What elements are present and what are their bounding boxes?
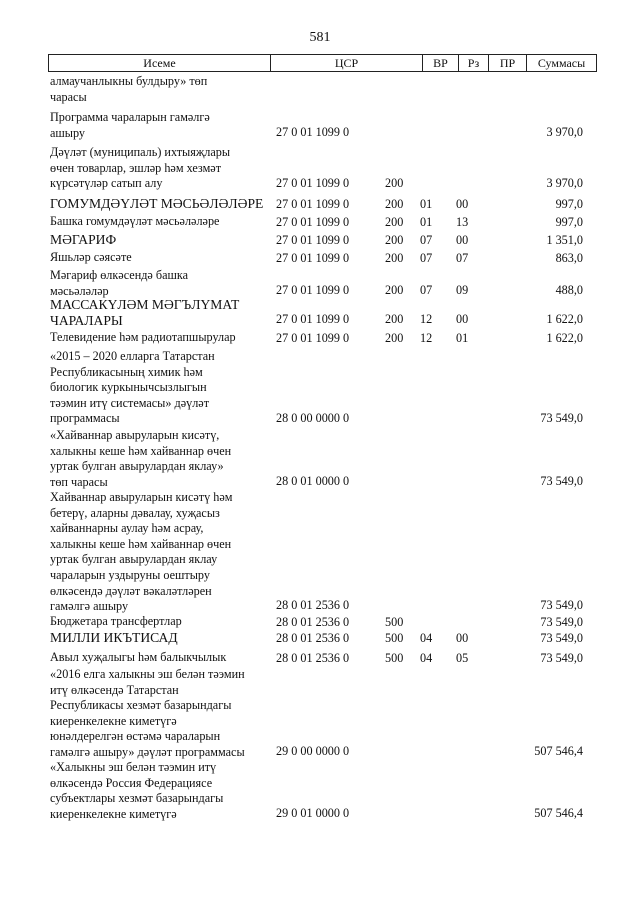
table-row [50,760,595,822]
row-csr: 28 0 00 0000 0 [276,411,350,426]
table-row [50,110,595,141]
header-csr: ЦСР [271,55,423,71]
row-pr: 05 [456,651,469,666]
row-rz: 12 [420,312,433,327]
row-sum: 507 546,4 [534,806,583,821]
row-sum: 73 549,0 [540,631,583,646]
row-sum: 1 351,0 [546,233,583,248]
row-sum: 73 549,0 [540,474,583,489]
table-row [50,650,595,667]
row-name: «2015 – 2020 елларга Татарстан Республикасының химик һәм биологик куркынычсызлыгын тәэмин итү системасы» дәүләт программасы [50,349,215,426]
header-name: Исеме [49,55,271,71]
table-row [50,145,595,192]
row-csr: 27 0 01 1099 0 [276,125,350,140]
table-row [50,74,595,105]
table-row [50,196,595,213]
row-sum: 507 546,4 [534,744,583,759]
row-csr: 27 0 01 1099 0 [276,251,350,266]
row-name: Программа чараларын гамәлгә ашыру [50,110,210,140]
row-sum: 997,0 [555,197,583,212]
row-rz: 01 [420,197,433,212]
row-rz: 07 [420,251,433,266]
header-pr: ПР [489,55,527,71]
row-pr: 09 [456,283,469,298]
row-vr: 500 [385,615,404,630]
row-name: МӘГАРИФ [50,232,117,247]
row-name: Башка гомумдәүләт мәсьәләләре [50,214,220,228]
row-pr: 13 [456,215,469,230]
row-csr: 27 0 01 1099 0 [276,233,350,248]
row-pr: 00 [456,312,469,327]
row-csr: 27 0 01 1099 0 [276,197,350,212]
row-vr: 500 [385,651,404,666]
row-rz: 04 [420,631,433,646]
table-header [48,54,597,72]
row-csr: 27 0 01 1099 0 [276,283,350,298]
row-name: Мәгариф өлкәсендә башка мәсьәләләр [50,268,189,298]
row-sum: 73 549,0 [540,651,583,666]
row-name: алмаучанлыкны булдыру» төп чарасы [50,74,208,104]
table-row [50,490,595,614]
row-csr: 29 0 01 0000 0 [276,806,350,821]
row-name: ГОМУМДӘҮЛӘТ МӘСЬӘЛӘЛӘРЕ [50,196,264,211]
row-sum: 73 549,0 [540,598,583,613]
row-vr: 200 [385,233,404,248]
row-sum: 997,0 [555,215,583,230]
table-row [50,297,595,328]
table-row [50,268,595,299]
row-rz: 12 [420,331,433,346]
row-sum: 3 970,0 [546,176,583,191]
row-csr: 29 0 00 0000 0 [276,744,350,759]
row-name: МИЛЛИ ИКЪТИСАД [50,630,178,645]
row-name: «Хайваннар авыруларын кисәтү, халыкны кеше һәм хайваннар өчен уртак булган авырулардан яклау» төп чарасы [50,428,232,489]
row-sum: 3 970,0 [546,125,583,140]
row-vr: 200 [385,251,404,266]
row-vr: 200 [385,176,404,191]
header-rz: Рз [459,55,489,71]
row-pr: 07 [456,251,469,266]
row-csr: 27 0 01 1099 0 [276,331,350,346]
row-vr: 200 [385,312,404,327]
row-pr: 01 [456,331,469,346]
row-rz: 01 [420,215,433,230]
row-pr: 00 [456,631,469,646]
row-csr: 28 0 01 2536 0 [276,598,350,613]
row-name: МАССАКҮЛӘМ МӘГЪЛҮМАТ ЧАРАЛАРЫ [50,297,240,328]
header-sum: Суммасы [537,56,586,70]
row-rz: 04 [420,651,433,666]
row-sum: 488,0 [555,283,583,298]
table-row [50,349,595,427]
table-row [50,630,595,647]
row-name: «2016 елга халыкны эш белән тәэмин итү өлкәсендә Татарстан Республикасы хезмәт базарындагы киеренкелекне киметүгә юнәлдерелгән өстәмә чараларын гамәлгә ашыру» дәүләт программасы [50,667,245,759]
row-vr: 200 [385,283,404,298]
row-vr: 200 [385,331,404,346]
row-name: Хайваннар авыруларын кисәтү һәм бетерү, аларны дәвалау, хуҗасыз хайваннарны аулау һәм асрау, халыкны кеше һәм хайваннар өчен уртак булган авырулардан яклау чараларын уздыруны оештыру өлкәсендә дәүләт вәкаләтләрен гамәлгә ашыру [50,490,233,614]
row-name: «Халыкны эш белән тәэмин итү өлкәсендә Россия Федерациясе субъектлары хезмәт базарындагы киеренкелекне киметүгә [50,760,224,821]
row-csr: 27 0 01 1099 0 [276,215,350,230]
page-number: 581 [309,30,331,45]
row-name: Бюджетара трансфертлар [50,614,182,628]
row-pr: 00 [456,197,469,212]
row-sum: 73 549,0 [540,411,583,426]
row-rz: 07 [420,233,433,248]
row-csr: 28 0 01 2536 0 [276,651,350,666]
row-csr: 28 0 01 0000 0 [276,474,350,489]
table-row [50,214,595,231]
row-csr: 28 0 01 2536 0 [276,631,350,646]
header-vr: ВР [423,55,459,71]
table-row [50,250,595,267]
row-sum: 863,0 [555,251,583,266]
table-row [50,232,595,249]
row-sum: 1 622,0 [546,331,583,346]
row-vr: 200 [385,197,404,212]
row-csr: 28 0 01 2536 0 [276,615,350,630]
row-name: Яшьләр сәясәте [50,250,132,264]
row-name: Авыл хуҗалыгы һәм балыкчылык [50,650,227,664]
row-name: Дәүләт (муниципаль) ихтыяҗлары өчен товарлар, эшләр һәм хезмәт күрсәтүләр сатып алу [50,145,231,191]
row-csr: 27 0 01 1099 0 [276,312,350,327]
row-vr: 200 [385,215,404,230]
row-vr: 500 [385,631,404,646]
table-row [50,667,595,760]
row-name: Телевидение һәм радиотапшырулар [50,330,236,344]
row-sum: 1 622,0 [546,312,583,327]
row-csr: 27 0 01 1099 0 [276,176,350,191]
row-pr: 00 [456,233,469,248]
table-row [50,330,595,347]
row-sum: 73 549,0 [540,615,583,630]
table-row [50,428,595,490]
row-rz: 07 [420,283,433,298]
table-row [50,614,595,631]
